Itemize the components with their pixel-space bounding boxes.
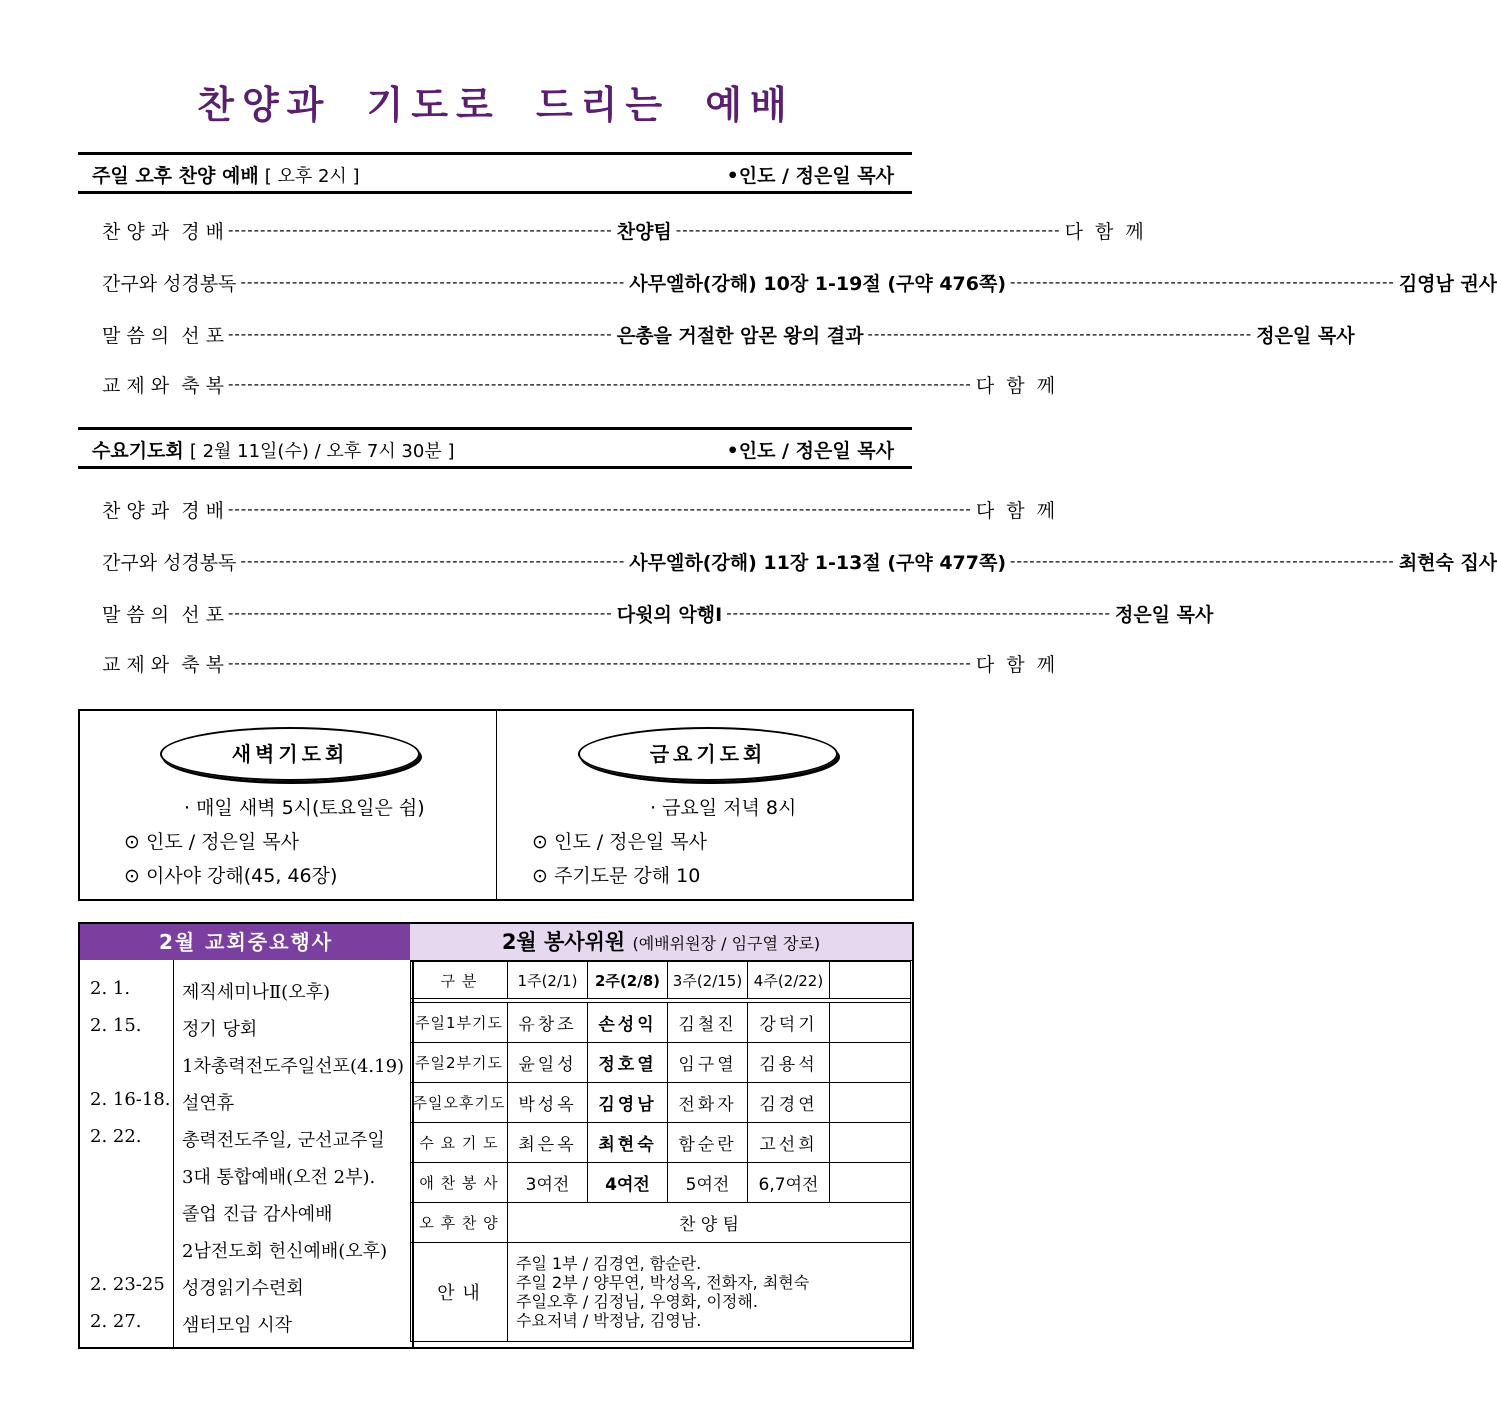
dash-leader: -------------------------------------------------------------------------------------------------------------------- bbox=[227, 375, 972, 393]
event-text: 3대 통합예배(오전 2부). bbox=[182, 1167, 376, 1188]
table-cell: 6,7여전 bbox=[748, 1163, 830, 1203]
dash-leader: ------------------------------------------------------------ bbox=[867, 325, 1253, 343]
note-line: 주일 2부 / 양무연, 박성옥, 전화자, 최현숙 bbox=[516, 1273, 810, 1292]
row-label: 수 요 기 도 bbox=[411, 1123, 508, 1163]
wednesday-service-time: [ 2월 11일(수) / 오후 7시 30분 ] bbox=[189, 441, 455, 462]
table-row bbox=[411, 1203, 911, 1243]
table-cell: 김철진 bbox=[668, 1003, 748, 1043]
order-row bbox=[102, 648, 1056, 678]
february-events-panel bbox=[78, 922, 414, 1349]
event-date: 2. 16-18. bbox=[90, 1089, 171, 1110]
dash-leader: ------------------------------------------------------------ bbox=[240, 552, 626, 570]
row-label: 애 찬 봉 사 bbox=[411, 1163, 508, 1203]
table-cell bbox=[830, 1043, 911, 1083]
dash-leader: ------------------------------------------------------------ bbox=[240, 273, 626, 291]
wednesday-service-leader: •인도 / 정은일 목사 bbox=[726, 440, 894, 462]
order-person: 다 함 께 bbox=[975, 499, 1056, 522]
order-person: 최현숙 집사 bbox=[1398, 551, 1497, 574]
event-text: 1차총력전도주일선포(4.19) bbox=[182, 1056, 405, 1077]
table-cell bbox=[830, 1163, 911, 1203]
wednesday-service-title: 수요기도회 bbox=[92, 440, 184, 462]
service-title-text: 2월 봉사위원 bbox=[501, 930, 626, 954]
event-date: 2. 15. bbox=[90, 1015, 142, 1036]
order-person: 정은일 목사 bbox=[1114, 603, 1214, 626]
table-cell bbox=[830, 1083, 911, 1123]
row-label: 오 후 찬 양 bbox=[411, 1203, 508, 1243]
order-content: 다윗의 악행Ⅰ bbox=[616, 603, 723, 626]
february-service-panel bbox=[410, 922, 914, 1349]
event-date: 2. 23-25 bbox=[90, 1274, 165, 1295]
table-cell: 함순란 bbox=[668, 1123, 748, 1163]
table-cell bbox=[830, 1123, 911, 1163]
column-header: 2주(2/8) bbox=[588, 962, 668, 999]
row-label: 주일2부기도 bbox=[411, 1043, 508, 1083]
order-content: 찬양팀 bbox=[616, 220, 672, 243]
column-header bbox=[830, 962, 911, 999]
dawn-prayer-title: 새벽기도회 bbox=[160, 727, 420, 781]
event-text: 샘터모임 시작 bbox=[182, 1315, 293, 1336]
column-header: 구 분 bbox=[411, 962, 508, 999]
row-label: 주일1부기도 bbox=[411, 1003, 508, 1043]
order-content: 사무엘하(강해) 11장 1-13절 (구약 477쪽) bbox=[629, 551, 1007, 574]
order-person: 김영남 권사 bbox=[1398, 272, 1497, 295]
order-person: 다 함 께 bbox=[1064, 220, 1144, 243]
table-cell: 강덕기 bbox=[748, 1003, 830, 1043]
friday-prayer-title: 금요기도회 bbox=[578, 727, 838, 781]
table-cell: 5여전 bbox=[668, 1163, 748, 1203]
column-header: 3주(2/15) bbox=[668, 962, 748, 999]
column-header: 4주(2/22) bbox=[748, 962, 830, 999]
table-cell: 4여전 bbox=[588, 1163, 668, 1203]
order-label: 찬 양 과 경 배 bbox=[102, 220, 224, 243]
table-cell: 김경연 bbox=[748, 1083, 830, 1123]
dash-leader: ------------------------------------------------------------ bbox=[227, 325, 613, 343]
event-date: 2. 27. bbox=[90, 1311, 142, 1332]
order-row bbox=[102, 546, 1497, 576]
dash-leader: ------------------------------------------------------------ bbox=[675, 221, 1061, 239]
table-row bbox=[411, 1163, 911, 1203]
event-date: 2. 22. bbox=[90, 1126, 142, 1147]
table-row bbox=[411, 1083, 911, 1123]
dawn-prayer-time: · 매일 새벽 5시(토요일은 쉼) bbox=[184, 797, 425, 819]
table-cell: 고선희 bbox=[748, 1123, 830, 1163]
table-cell: 김용석 bbox=[748, 1043, 830, 1083]
service-subtitle: (예배위원장 / 임구열 장로) bbox=[632, 934, 821, 953]
order-label: 말 씀 의 선 포 bbox=[102, 603, 224, 626]
order-label: 간구와 성경봉독 bbox=[102, 272, 237, 295]
table-cell: 박성옥 bbox=[508, 1083, 588, 1123]
note-line: 주일오후 / 김정님, 우영화, 이정해. bbox=[516, 1292, 758, 1311]
service-title bbox=[410, 924, 912, 961]
sunday-service-leader: •인도 / 정은일 목사 bbox=[726, 165, 894, 187]
table-cell: 유창조 bbox=[508, 1003, 588, 1043]
order-row bbox=[102, 369, 1056, 399]
order-label: 간구와 성경봉독 bbox=[102, 551, 237, 574]
row-label: 안 내 bbox=[411, 1243, 508, 1342]
order-row bbox=[102, 598, 1214, 628]
wednesday-service-header bbox=[78, 427, 912, 469]
table-cell: 임구열 bbox=[668, 1043, 748, 1083]
table-row bbox=[411, 1043, 911, 1083]
order-row bbox=[102, 267, 1497, 297]
events-title: 2월 교회중요행사 bbox=[80, 924, 412, 960]
dash-leader: -------------------------------------------------------------------------------------------------------------------- bbox=[227, 654, 972, 672]
dash-leader: -------------------------------------------------------------------------------------------------------------------- bbox=[227, 500, 972, 518]
sunday-service-header bbox=[78, 152, 912, 194]
table-cell: 윤일성 bbox=[508, 1043, 588, 1083]
dawn-prayer-topic: ⊙ 이사야 강해(45, 46장) bbox=[124, 865, 338, 887]
prayer-meetings-box bbox=[78, 709, 914, 901]
table-cell bbox=[830, 1003, 911, 1043]
divider bbox=[173, 960, 174, 1347]
notes-cell bbox=[508, 1243, 911, 1342]
table-cell: 전화자 bbox=[668, 1083, 748, 1123]
note-line: 수요저녁 / 박정남, 김영남. bbox=[516, 1311, 702, 1330]
event-text: 총력전도주일, 군선교주일 bbox=[182, 1130, 385, 1151]
event-text: 성경읽기수련회 bbox=[182, 1278, 304, 1299]
sunday-service-time: [ 오후 2시 ] bbox=[264, 166, 360, 187]
table-row bbox=[411, 1003, 911, 1043]
dash-leader: ------------------------------------------------------------ bbox=[1010, 552, 1395, 570]
event-text: 2남전도회 헌신예배(오후) bbox=[182, 1241, 388, 1262]
order-row bbox=[102, 215, 1144, 245]
order-label: 교 제 와 축 복 bbox=[102, 653, 224, 676]
table-row bbox=[411, 1243, 911, 1342]
order-person: 다 함 께 bbox=[975, 653, 1056, 676]
event-text: 졸업 진급 감사예배 bbox=[182, 1204, 333, 1225]
order-label: 말 씀 의 선 포 bbox=[102, 324, 224, 347]
divider bbox=[496, 711, 497, 899]
order-label: 교 제 와 축 복 bbox=[102, 374, 224, 397]
column-header: 1주(2/1) bbox=[508, 962, 588, 999]
table-row bbox=[411, 1123, 911, 1163]
order-row bbox=[102, 494, 1056, 524]
table-cell: 최현숙 bbox=[588, 1123, 668, 1163]
table-cell: 김영남 bbox=[588, 1083, 668, 1123]
dash-leader: ------------------------------------------------------------ bbox=[726, 604, 1111, 622]
page-title: 찬양과 기도로 드리는 예배 bbox=[197, 83, 795, 127]
table-header-row bbox=[411, 962, 911, 999]
order-label: 찬 양 과 경 배 bbox=[102, 499, 224, 522]
event-text: 제직세미나Ⅱ(오후) bbox=[182, 982, 330, 1003]
friday-prayer-leader: ⊙ 인도 / 정은일 목사 bbox=[532, 831, 707, 853]
table-cell: 정호열 bbox=[588, 1043, 668, 1083]
order-content: 사무엘하(강해) 10장 1-19절 (구약 476쪽) bbox=[629, 272, 1007, 295]
table-cell: 최은옥 bbox=[508, 1123, 588, 1163]
table-cell: 찬 양 팀 bbox=[508, 1203, 911, 1243]
dash-leader: ------------------------------------------------------------ bbox=[227, 604, 613, 622]
sunday-service-title: 주일 오후 찬양 예배 bbox=[92, 165, 259, 187]
friday-prayer-time: · 금요일 저녁 8시 bbox=[650, 797, 797, 819]
dash-leader: ------------------------------------------------------------ bbox=[227, 221, 613, 239]
table-cell: 3여전 bbox=[508, 1163, 588, 1203]
dash-leader: ------------------------------------------------------------ bbox=[1010, 273, 1395, 291]
event-date: 2. 1. bbox=[90, 978, 131, 999]
order-row bbox=[102, 319, 1355, 349]
order-person: 다 함 께 bbox=[975, 374, 1056, 397]
table-cell: 손성익 bbox=[588, 1003, 668, 1043]
row-label: 주일오후기도 bbox=[411, 1083, 508, 1123]
event-text: 설연휴 bbox=[182, 1093, 235, 1114]
friday-prayer-topic: ⊙ 주기도문 강해 10 bbox=[532, 865, 701, 887]
service-table bbox=[410, 961, 911, 1342]
dawn-prayer-leader: ⊙ 인도 / 정은일 목사 bbox=[124, 831, 299, 853]
event-text: 정기 당회 bbox=[182, 1019, 258, 1040]
order-content: 은총을 거절한 암몬 왕의 결과 bbox=[616, 324, 864, 347]
note-line: 주일 1부 / 김경연, 함순란. bbox=[516, 1254, 702, 1273]
order-person: 정은일 목사 bbox=[1256, 324, 1355, 347]
